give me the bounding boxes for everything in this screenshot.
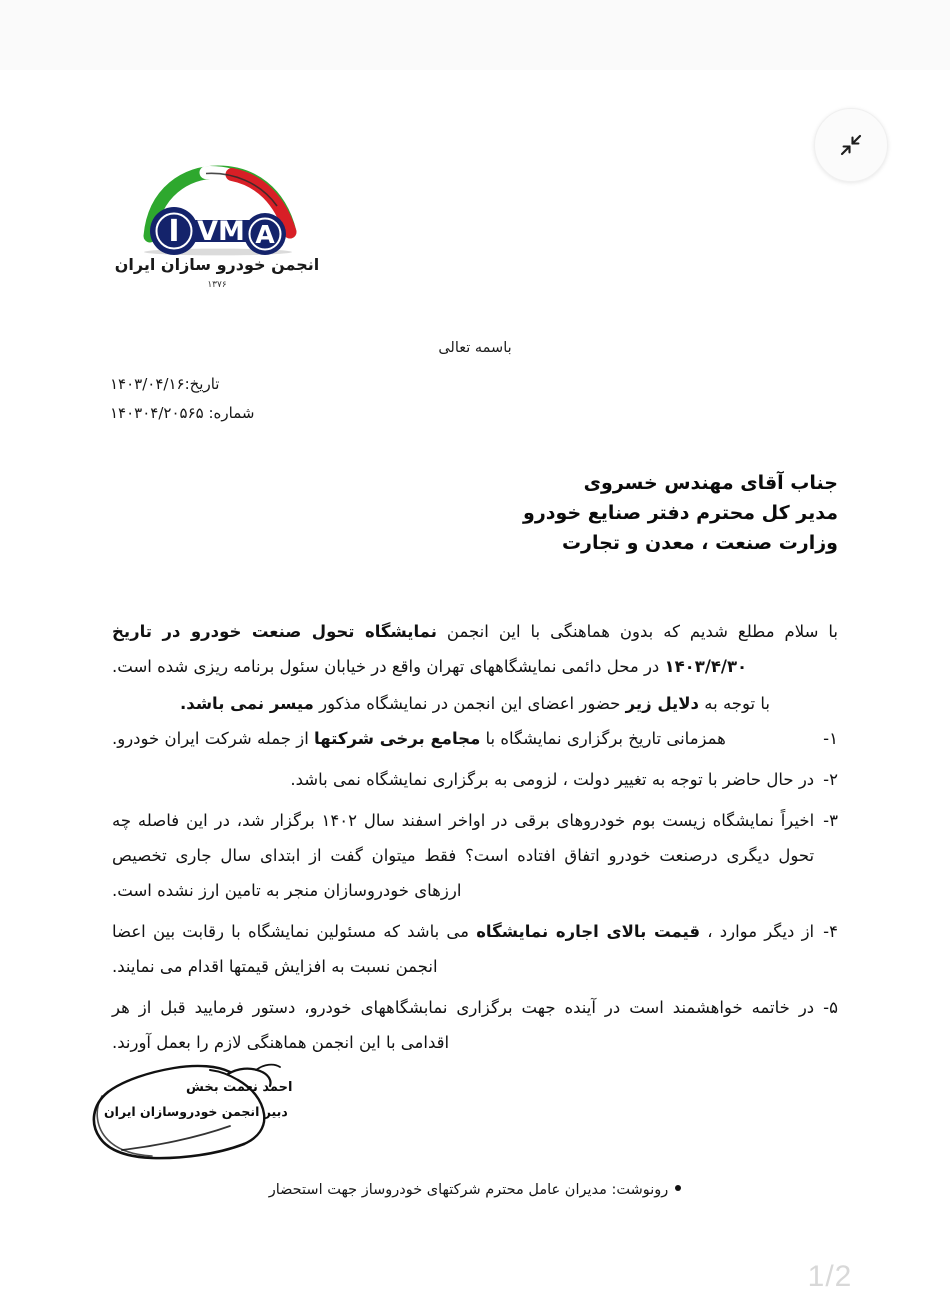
date-label: تاریخ: — [184, 375, 220, 393]
number-label: شماره: — [208, 404, 255, 423]
intro-line1-pre: با سلام مطلع شدیم که بدون هماهنگی با این انجمن — [436, 622, 838, 641]
reasons-list — [112, 722, 838, 1067]
number-value: ۱۴۰۳۰۴/۲۰۵۶۵ — [110, 404, 204, 423]
date-value: ۱۴۰۳/۰۴/۱۶ — [110, 375, 185, 393]
intro-line3-pre: با توجه به — [699, 693, 770, 713]
list-item — [112, 763, 838, 798]
intro-line1-bold: نمایشگاه تحول صنعت خودرو در تاریخ ۱۴۰۳/۴/۳۰ — [112, 622, 748, 676]
list-item-emphasis: قیمت بالای اجاره نمایشگاه — [476, 921, 701, 941]
intro-line2: در محل دائمی نمایشگاههای تهران واقع در خیابان سئول برنامه ریزی شده است. — [112, 656, 660, 676]
signatory-name: احمد نعمت بخش — [186, 1080, 293, 1095]
list-item-text — [112, 915, 814, 985]
basmala: باسمه تعالی — [438, 340, 512, 356]
list-item-text — [112, 804, 814, 909]
ivma-car-logo — [120, 158, 316, 258]
list-item — [112, 722, 838, 757]
intro-reasons-lead — [112, 687, 838, 722]
carbon-copy-text: رونوشت: مدیران عامل محترم شرکتهای خودروساز جهت استحضار — [268, 1182, 669, 1198]
list-item-span: در خاتمه خواهشمند است در آینده جهت برگزاری نمابشگاههای خودرو، دستور فرمایید قبل از هر اقدامی با این انجمن هماهنگی لازم را بعمل آورند. — [112, 997, 815, 1052]
addressee-block — [418, 468, 838, 558]
list-item-span: همزمانی تاریخ برگزاری نمایشگاه با — [480, 729, 726, 748]
document-meta — [110, 370, 430, 429]
intro-paragraph — [112, 615, 838, 685]
list-item — [112, 991, 838, 1061]
list-item-span: از دیگر موارد ، — [700, 921, 815, 941]
addressee-line-1: جناب آقای مهندس خسروی — [583, 472, 838, 494]
list-item-span: از جمله شرکت ایران خودرو. — [112, 729, 315, 748]
letterhead — [112, 158, 322, 306]
carbon-copy-line — [112, 1182, 838, 1198]
association-logo — [112, 158, 322, 306]
document-date — [110, 370, 430, 399]
intro-block — [112, 615, 838, 724]
list-item-number: ۵- — [823, 997, 838, 1017]
list-item-emphasis: مجامع برخی شرکتها — [314, 729, 481, 748]
intro-line3-mid: حضور اعضای این انجمن در نمایشگاه مذکور — [313, 693, 626, 713]
document-number — [110, 399, 430, 428]
svg-text:VM: VM — [197, 216, 245, 247]
list-item-number: ۳- — [823, 810, 838, 830]
list-item-text — [112, 722, 814, 757]
document-page — [0, 70, 950, 1293]
list-item-text — [112, 991, 814, 1061]
bullet-icon — [675, 1185, 681, 1191]
list-item-number: ۲- — [823, 769, 838, 789]
list-item-span: می باشد که مسئولین نمایشگاه با رقابت بین اعضا انجمن نسبت به افزایش قیمتها اقدام می نمایند. — [112, 921, 477, 976]
svg-text:A: A — [255, 220, 275, 249]
list-item-span: اخیراً نمایشگاه زیست بوم خودروهای برقی در اواخر اسفند سال ۱۴۰۲ برگزار شد، در این فاصله چه تحول دیگری درصنعت خودرو اتفاق افتاده است؟ فقط میتوان گفت از ابتدای سال جاری تخصیص ارزهای خودروسازان منجر به تامین ارز نشده است. — [112, 810, 815, 900]
addressee-line-2: مدیر کل محترم دفتر صنایع خودرو — [523, 502, 838, 525]
list-item-number: ۴- — [823, 921, 838, 941]
signature-block — [78, 1058, 318, 1170]
intro-line3-bold2: میسر نمی باشد. — [180, 693, 314, 713]
list-item-text — [112, 763, 814, 798]
list-item — [112, 804, 838, 909]
signatory-title: دبیر انجمن خودروسازان ایران — [104, 1104, 288, 1119]
svg-text:I: I — [168, 214, 180, 249]
page-counter: 1/2 — [807, 1260, 853, 1293]
logo-year: ۱۳۷۶ — [207, 280, 227, 290]
logo-caption: انجمن خودرو سازان ایران — [114, 255, 320, 274]
addressee-line-3: وزارت صنعت ، معدن و تجارت — [561, 532, 838, 555]
list-item — [112, 915, 838, 985]
list-item-span: در حال حاضر با توجه به تغییر دولت ، لزومی به برگزاری نمایشگاه نمی باشد. — [290, 769, 815, 789]
intro-line3-bold1: دلایل زیر — [625, 693, 700, 713]
collapse-button[interactable] — [814, 108, 888, 182]
collapse-arrows-icon — [836, 130, 866, 160]
list-item-number: ۱- — [823, 729, 838, 748]
